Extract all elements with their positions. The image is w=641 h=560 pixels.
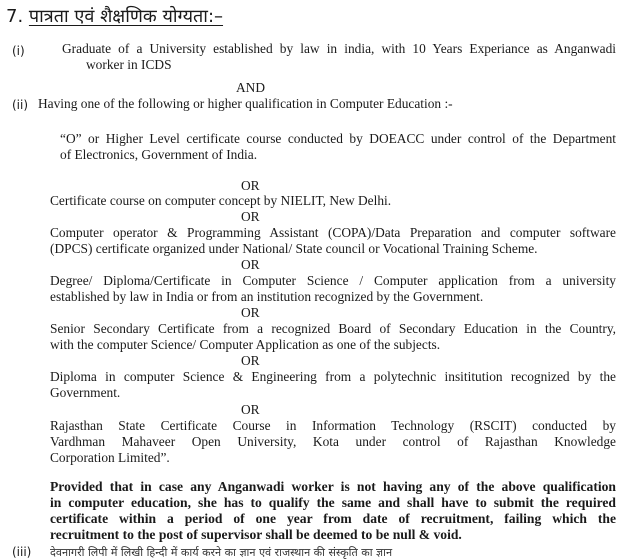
item-i-line-1: Graduate of a University established by law in india, with 10 Years Experiance as Anganwadi: [62, 41, 616, 56]
option-copa-line-2: (DPCS) certificate organized under National/ State council or Vocational Training Scheme.: [50, 241, 538, 256]
section-number: 7.: [6, 6, 24, 27]
item-ii-text: Having one of the following or higher qualification in Computer Education :-: [38, 96, 453, 111]
proviso-line-3: certificate within a period of one year from date of recruitment, failing which the: [50, 511, 616, 526]
item-iii-marker: (iii): [12, 545, 32, 559]
proviso-line-2: in computer education, she has to qualify the same and shall have to submit the required: [50, 495, 616, 510]
option-o-level-line-2: of Electronics, Government of India.: [60, 147, 258, 162]
section-heading: [6, 4, 223, 28]
option-diploma-line-1: Diploma in computer Science & Engineering from a polytechnic insititution recognized by the: [50, 369, 616, 384]
or-separator: OR: [241, 178, 260, 193]
option-nielit: Certificate course on computer concept by NIELIT, New Delhi.: [50, 193, 392, 208]
item-i-marker: (i): [12, 44, 25, 58]
option-rscit-line-3: Corporation Limited”.: [50, 450, 170, 465]
option-o-level-line-1: “O” or Higher Level certificate course conducted by DOEACC under control of the Department: [60, 131, 616, 146]
proviso-line-4: recruitment to the post of supervisor shall be deemed to be null & void.: [50, 527, 462, 542]
option-degree-line-2: established by law in India or from an institution recognized by the Government.: [50, 289, 484, 304]
option-degree-line-1: Degree/ Diploma/Certificate in Computer Science / Computer application from a university: [50, 273, 616, 288]
option-rscit-line-1: Rajasthan State Certificate Course in Information Technology (RSCIT) conducted by: [50, 418, 616, 433]
or-separator: OR: [241, 257, 260, 272]
or-separator: OR: [241, 209, 260, 224]
option-senior-secondary-line-1: Senior Secondary Certificate from a recognized Board of Secondary Education in the Country,: [50, 321, 616, 336]
and-separator: AND: [236, 80, 266, 95]
section-title: पात्रता एवं शैक्षणिक योग्यता:–: [28, 6, 224, 27]
option-copa-line-1: Computer operator & Programming Assistant (COPA)/Data Preparation and computer software: [50, 225, 616, 240]
item-ii-marker: (ii): [12, 98, 29, 112]
item-iii-text: देवनागरी लिपी में लिखी हिन्दी में कार्य करने का ज्ञान एवं राजस्थान की संस्कृति का ज्ञान: [50, 546, 393, 559]
or-separator: OR: [241, 402, 260, 417]
option-rscit-line-2: Vardhman Mahaveer Open University, Kota under control of Rajasthan Knowledge: [50, 434, 616, 449]
option-senior-secondary-line-2: with the computer Science/ Computer Application as one of the subjects.: [50, 337, 441, 352]
proviso-line-1: Provided that in case any Anganwadi worker is not having any of the above qualification: [50, 479, 616, 494]
or-separator: OR: [241, 353, 260, 368]
option-diploma-line-2: Government.: [50, 385, 121, 400]
or-separator: OR: [241, 305, 260, 320]
item-i-line-2: worker in ICDS: [86, 57, 172, 72]
